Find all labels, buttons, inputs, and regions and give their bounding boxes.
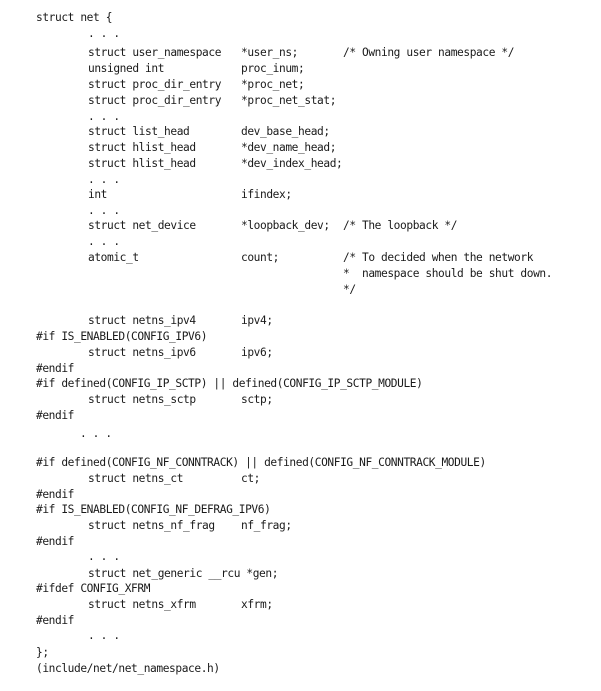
member-type: atomic_t [88,251,139,264]
ellipsis: . . . [88,173,120,186]
preprocessor-directive: #if IS_ENABLED(CONFIG_IPV6) [36,330,208,343]
preprocessor-directive: #endif [36,614,75,627]
member-name: dev_base_head; [241,125,330,138]
code-comment: /* To decided when the network [343,251,534,264]
ellipsis: . . . [88,110,120,123]
ellipsis: . . . [88,27,120,40]
member-name: ipv6; [241,346,273,359]
member-name: proc_inum; [241,62,305,75]
member-name: ipv4; [241,314,273,327]
member-name: *proc_net; [241,78,305,91]
ellipsis: . . . [88,629,120,642]
member-type: unsigned int [88,62,165,75]
member-type: struct netns_ct [88,472,184,485]
member-type: struct netns_nf_frag [88,519,215,532]
preprocessor-directive: #if defined(CONFIG_NF_CONNTRACK) || defined(CONFIG_NF_CONNTRACK_MODULE) [36,456,486,469]
struct-open-line: struct net { [36,11,113,24]
ellipsis: . . . [88,204,120,217]
member-name: nf_frag; [241,519,292,532]
member-name: xfrm; [241,598,273,611]
code-comment: /* Owning user namespace */ [343,46,515,59]
code-comment: */ [343,283,356,296]
preprocessor-directive: #if defined(CONFIG_IP_SCTP) || defined(CONFIG_IP_SCTP_MODULE) [36,377,423,390]
struct-close-line: }; [36,646,49,659]
member-type: struct netns_xfrm [88,598,196,611]
member-type: struct netns_sctp [88,393,196,406]
member-name: *dev_name_head; [241,141,337,154]
member-type: struct netns_ipv4 [88,314,196,327]
source-file-caption: (include/net/net_namespace.h) [36,662,220,675]
member-type: struct net_device [88,219,196,232]
member-name: sctp; [241,393,273,406]
preprocessor-directive: #endif [36,488,75,501]
preprocessor-directive: #endif [36,535,75,548]
ellipsis: . . . [88,235,120,248]
member-name: *proc_net_stat; [241,94,337,107]
member-type: int [88,188,108,201]
member-name: *loopback_dev; [241,219,330,232]
code-comment: /* The loopback */ [343,219,458,232]
member-name: ifindex; [241,188,292,201]
code-comment: * namespace should be shut down. [343,267,553,280]
preprocessor-directive: #if IS_ENABLED(CONFIG_NF_DEFRAG_IPV6) [36,503,271,516]
ellipsis: . . . [80,427,112,440]
member-type: struct proc_dir_entry [88,78,222,91]
member-type: struct list_head [88,125,190,138]
member-type: struct user_namespace [88,46,222,59]
member-name: *user_ns; [241,46,299,59]
member-type: struct proc_dir_entry [88,94,222,107]
member-type: struct netns_ipv6 [88,346,196,359]
member-name: *dev_index_head; [241,157,343,170]
member-name: ct; [241,472,261,485]
preprocessor-directive: #ifdef CONFIG_XFRM [36,582,151,595]
member-type: struct hlist_head [88,157,196,170]
ellipsis: . . . [88,550,120,563]
preprocessor-directive: #endif [36,362,75,375]
preprocessor-directive: #endif [36,409,75,422]
member-type: struct hlist_head [88,141,196,154]
member-name: count; [241,251,280,264]
member-declaration: struct net_generic __rcu *gen; [88,567,279,580]
